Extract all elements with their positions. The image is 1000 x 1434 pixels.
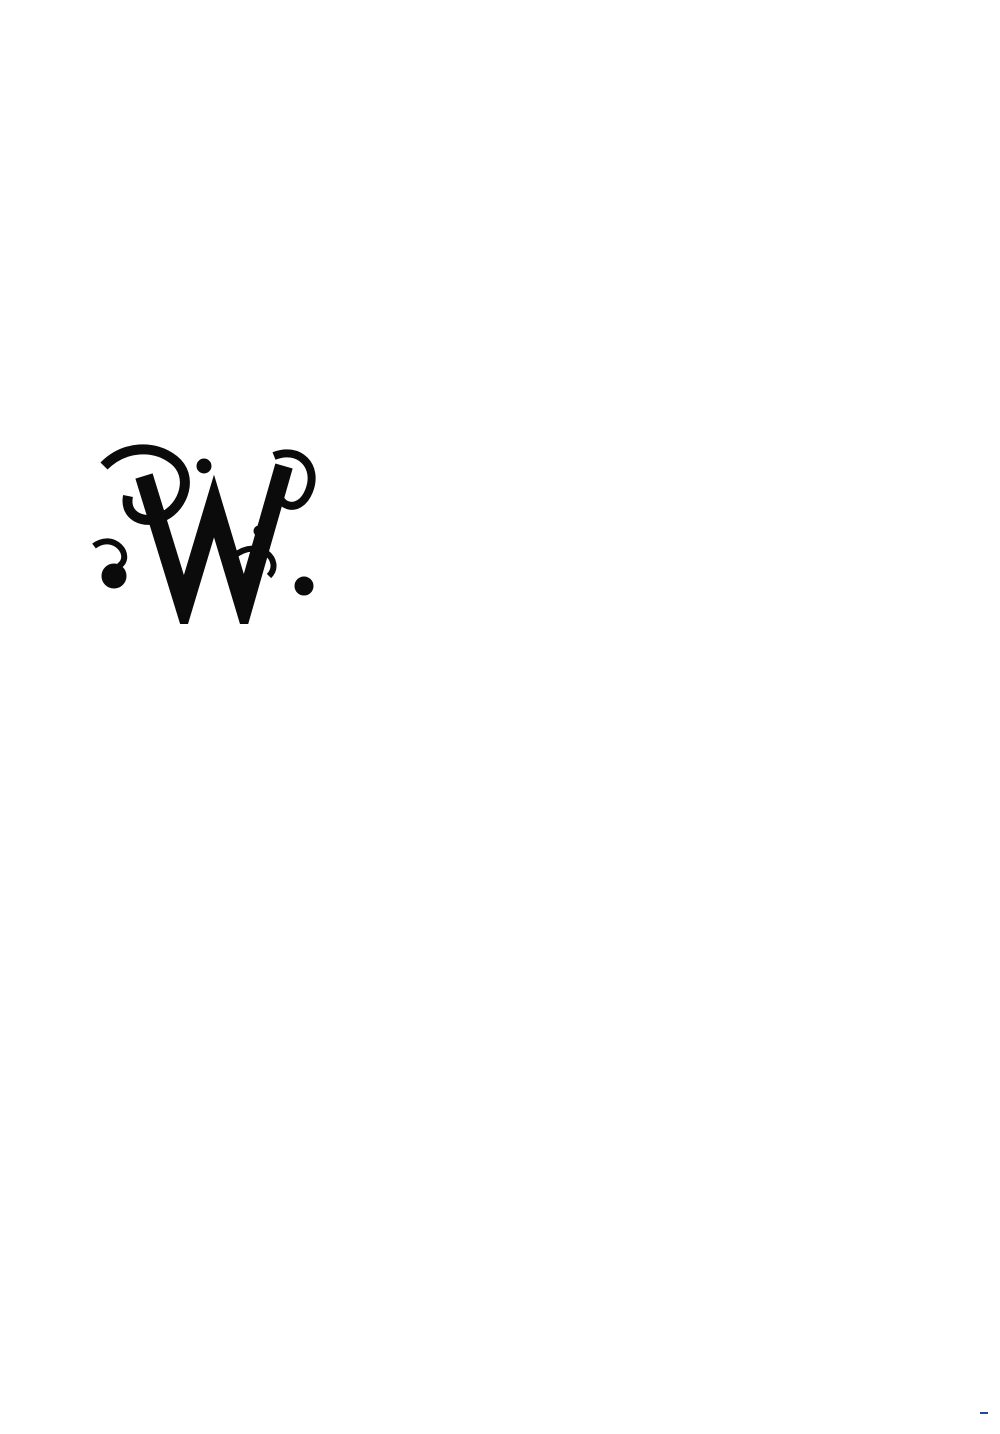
ornamental-border [48, 108, 916, 292]
digitization-credit [976, 1412, 988, 1414]
decorated-initial-w [84, 436, 326, 624]
page-bottom-row [0, 1308, 1000, 1358]
dfg-logo [980, 1412, 988, 1414]
